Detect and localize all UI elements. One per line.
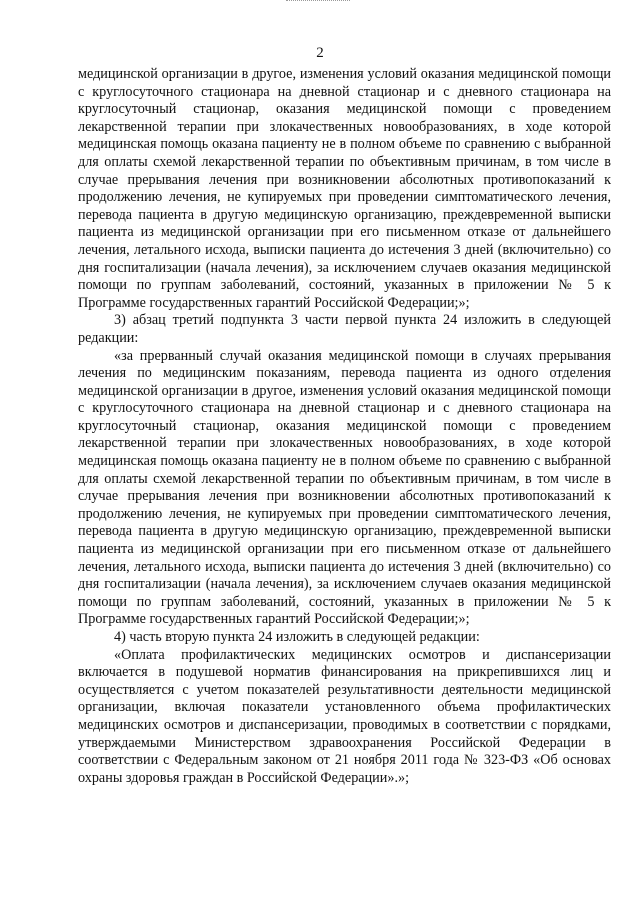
paragraph-quoted-payment: «Оплата профилактических медицинских осмотров и диспансеризации включается в подушевой норматив финансирования на прикрепившихся лиц и осуществляется с учетом показателей результативности деятельности медицинской организации, включая показатели установленного объема профилактических медицинских осмотров и диспансеризации, проводимых в соответствии с порядками, утверждаемыми Министерством здравоохранения Российской Федерации в соответствии с Федеральным законом от 21 ноября 2011 года № 323-ФЗ «Об основах охраны здоровья граждан в Российской Федерации».»; <box>78 646 611 786</box>
page-number: 2 <box>316 45 324 61</box>
paragraph-continuation: медицинской организации в другое, изменения условий оказания медицинской помощи с круглосуточного стационара на дневной стационар и с дневного стационара на круглосуточный стационар, оказания медицинской помощи с проведением лекарственной терапии при злокачественных новообразованиях, в ходе которой медицинская помощь оказана пациенту не в полном объеме по сравнению с выбранной для оплаты схемой лекарственной терапии по объективным причинам, в том числе в случае прерывания лечения при возникновении абсолютных противопоказаний к продолжению лечения, не купируемых при проведении симптоматического лечения, перевода пациента в другую медицинскую организацию, преждевременной выписки пациента из медицинской организации при его письменном отказе от дальнейшего лечения, летального исхода, выписки пациента до истечения 3 дней (включительно) со дня госпитализации (начала лечения), за исключением случаев оказания медицинской помощи по группам заболеваний, состояний, указанных в приложении № 5 к Программе государственных гарантий Российской Федерации;»; <box>78 66 611 311</box>
paragraph-item-4: 4) часть вторую пункта 24 изложить в следующей редакции: <box>114 629 480 645</box>
paragraph-item-3: 3) абзац третий подпункта 3 части первой пункта 24 изложить в следующей редакции: <box>78 312 611 346</box>
document-body <box>78 66 611 787</box>
scan-artifact <box>286 0 350 4</box>
paragraph-quoted-abzac: «за прерванный случай оказания медицинской помощи в случаях прерывания лечения по медицинским показаниям, перевода пациента из одного отделения медицинской организации в другое, изменения условий оказания медицинской помощи с круглосуточного стационара на дневной стационар и с дневного стационара на круглосуточный стационар, оказания медицинской помощи с проведением лекарственной терапии при злокачественных новообразованиях, в ходе которой медицинская помощь оказана пациенту не в полном объеме по сравнению с выбранной для оплаты схемой лекарственной терапии по объективным причинам, в том числе в случае прерывания лечения при возникновении абсолютных противопоказаний к продолжению лечения, не купируемых при проведении симптоматического лечения, перевода пациента в другую медицинскую организацию, преждевременной выписки пациента из медицинской организации при его письменном отказе от дальнейшего лечения, летального исхода, выписки пациента до истечения 3 дней (включительно) со дня госпитализации (начала лечения), за исключением случаев оказания медицинской помощи по группам заболеваний, состояний, указанных в приложении № 5 к Программе государственных гарантий Российской Федерации;»; <box>78 347 611 628</box>
